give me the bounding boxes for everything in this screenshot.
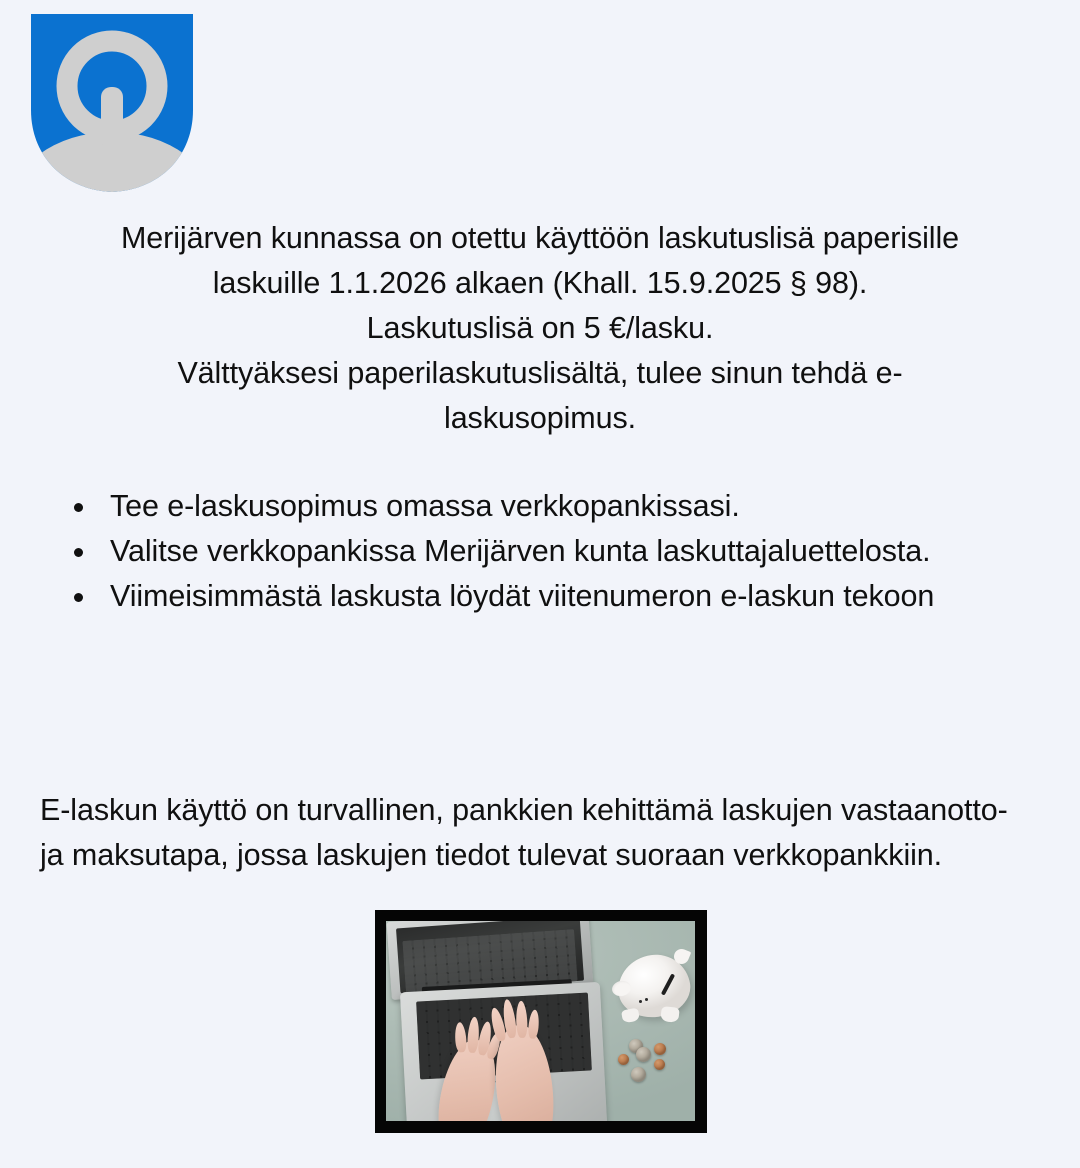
bullet-icon	[74, 503, 83, 512]
photo-frame	[375, 910, 707, 1133]
list-item-label: Valitse verkkopankissa Merijärven kunta laskuttajaluettelosta.	[110, 534, 931, 568]
merijarvi-coat-of-arms	[31, 14, 193, 192]
post-charge	[101, 87, 123, 149]
instruction-list	[62, 484, 1012, 619]
heading-line: Laskutuslisä on 5 €/lasku.	[366, 311, 714, 345]
heading-line: Välttyäksesi paperilaskutuslisältä, tulee sinun tehdä e-	[177, 356, 903, 390]
coat-of-arms-icon	[31, 14, 193, 192]
closing-paragraph: E-laskun käyttö on turvallinen, pankkien kehittämä laskujen vastaanotto- ja maksutapa, jossa laskujen tiedot tulevat suoraan verkkopankkiin.	[40, 792, 1008, 872]
list-item-label: Viimeisimmästä laskusta löydät viitenumeron e-laskun tekoon	[110, 579, 935, 613]
coin	[654, 1043, 666, 1055]
bullet-icon	[74, 593, 83, 602]
coin	[631, 1067, 646, 1082]
piggy-nostril	[645, 998, 648, 1001]
coin	[654, 1059, 665, 1070]
piggy-nostril	[639, 1000, 642, 1003]
coin	[618, 1054, 629, 1065]
heading-line: laskusopimus.	[444, 401, 636, 435]
list-item	[62, 484, 1012, 529]
list-item	[62, 529, 1012, 574]
announcement-heading	[40, 216, 1040, 441]
list-item-label: Tee e-laskusopimus omassa verkkopankissasi.	[110, 489, 740, 523]
bullet-icon	[74, 548, 83, 557]
coin	[636, 1047, 651, 1062]
heading-line: laskuille 1.1.2026 alkaen (Khall. 15.9.2025 § 98).	[212, 266, 868, 300]
list-item	[62, 574, 1012, 619]
laptop-piggybank-photo	[386, 921, 695, 1121]
heading-line: Merijärven kunnassa on otettu käyttöön laskutuslisä paperisille	[121, 221, 959, 255]
